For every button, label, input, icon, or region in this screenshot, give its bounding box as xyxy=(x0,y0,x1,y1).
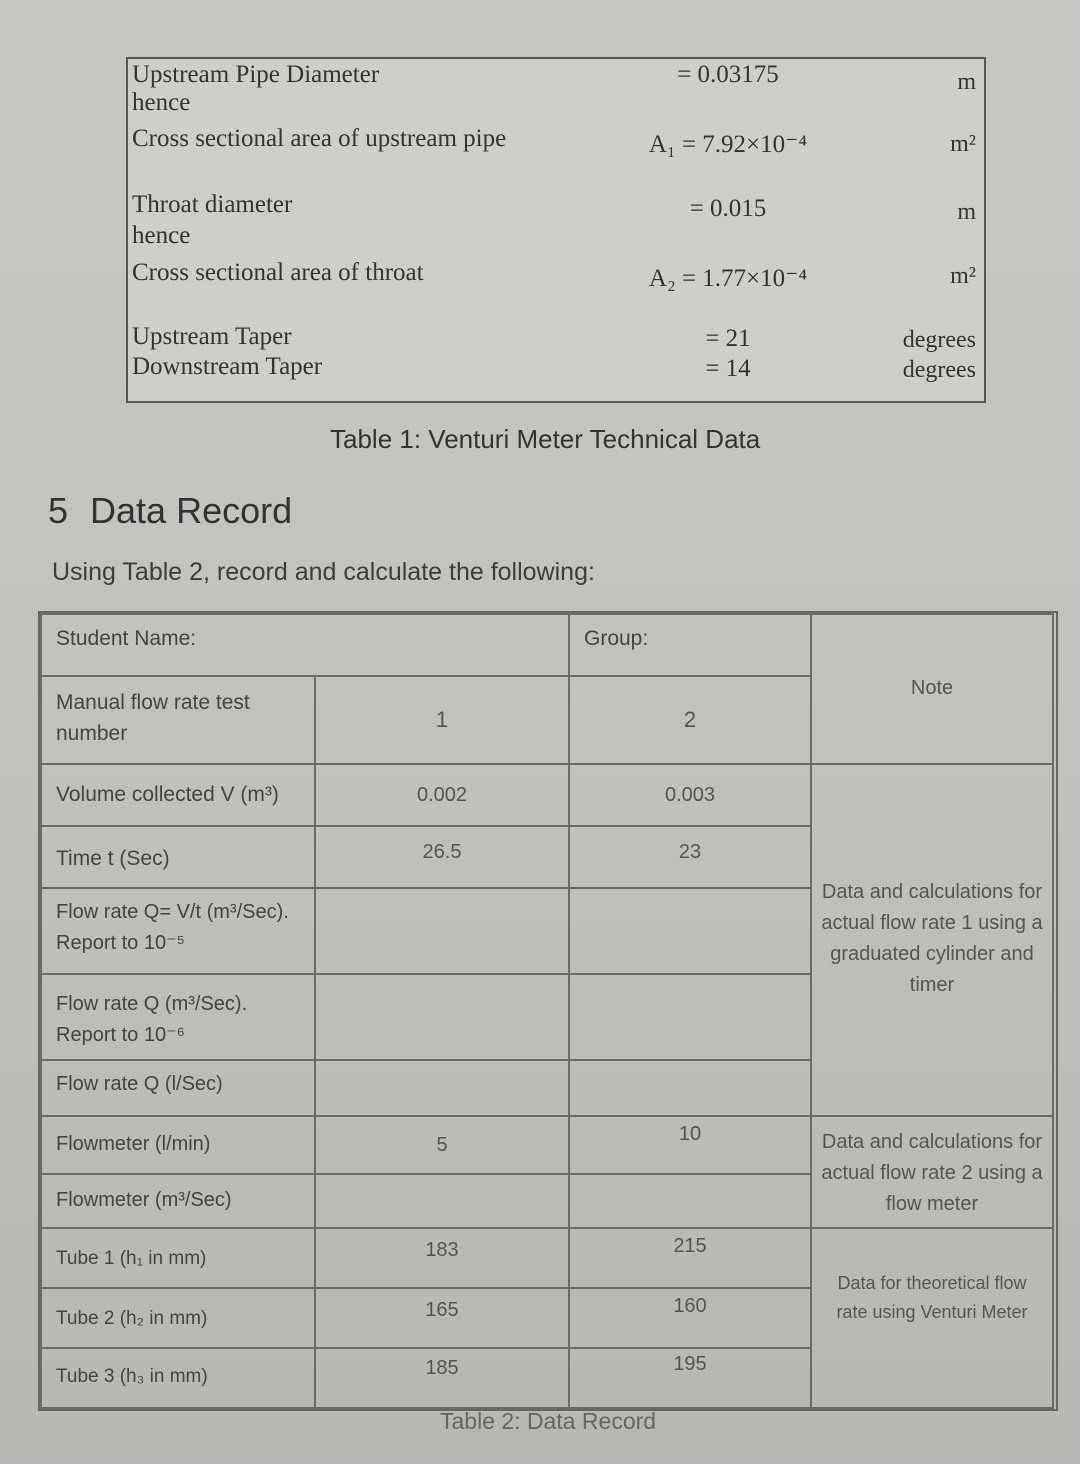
t1-label-hence-2: hence xyxy=(132,222,191,249)
row-tube-3-v1: 185 xyxy=(314,1347,570,1409)
row-flow-rate-ls-v1 xyxy=(314,1059,570,1117)
t1-label-downstream-taper: Downstream Taper xyxy=(132,353,323,380)
row-flow-rate-e5-v1 xyxy=(314,887,570,975)
note-cell-3 xyxy=(810,1227,1054,1409)
row-flowmeter-lmin-v2: 10 xyxy=(568,1115,812,1175)
note-cell-1 xyxy=(810,763,1054,1117)
row-flowmeter-m3s-v1 xyxy=(314,1173,570,1229)
row-label-flow-rate-e5: Flow rate Q= V/t (m³/Sec). Report to 10⁻⁵ xyxy=(40,887,316,975)
t1-unit-throat-area: m² xyxy=(950,263,976,289)
note-cell-2 xyxy=(810,1115,1054,1229)
row-tube-2-v1: 165 xyxy=(314,1287,570,1349)
table1-caption: Table 1: Venturi Meter Technical Data xyxy=(330,424,761,454)
row-label-tube-2: Tube 2 (h₂ in mm) xyxy=(40,1287,316,1349)
row-flowmeter-m3s-v2 xyxy=(568,1173,812,1229)
t1-unit-downstream-taper: degrees xyxy=(902,357,976,383)
row-label-flowmeter-m3s: Flowmeter (m³/Sec) xyxy=(40,1173,316,1229)
section-title: Data Record xyxy=(90,490,293,531)
section-number: 5 xyxy=(48,490,69,531)
group-label: Group: xyxy=(584,627,649,650)
t1-label-upstream-area: Cross sectional area of upstream pipe xyxy=(132,125,507,152)
t1-value-downstream-taper: = 14 xyxy=(705,355,751,382)
row-label-flow-rate-e6: Flow rate Q (m³/Sec). Report to 10⁻⁶ xyxy=(40,973,316,1061)
note-text-1: Data and calculations for actual flow rate 1 using a graduated cylinder and timer xyxy=(821,881,1043,996)
row-label-flow-rate-ls: Flow rate Q (l/Sec) xyxy=(40,1059,316,1117)
t1-unit-upstream-area: m² xyxy=(950,131,976,157)
t1-label-hence-1: hence xyxy=(132,89,191,116)
row-tube-2-v2: 160 xyxy=(568,1287,812,1349)
t1-label-throat-area: Cross sectional area of throat xyxy=(132,259,424,286)
row-label-time: Time t (Sec) xyxy=(40,825,316,889)
row-time-v1: 26.5 xyxy=(314,825,570,889)
group-cell xyxy=(568,613,812,677)
instruction-text: Using Table 2, record and calculate the following: xyxy=(52,558,595,586)
row-test-number-v2: 2 xyxy=(568,675,812,765)
student-name-label: Student Name: xyxy=(56,627,197,650)
row-tube-1-v2: 215 xyxy=(568,1227,812,1289)
row-time-v2: 23 xyxy=(568,825,812,889)
t1-label-throat-diameter: Throat diameter xyxy=(132,191,293,218)
student-name-cell xyxy=(40,613,570,677)
note-header: Note xyxy=(910,677,954,699)
t1-value-upstream-diameter: = 0.03175 xyxy=(677,61,779,88)
venturi-technical-data-table xyxy=(126,57,986,403)
row-tube-1-v1: 183 xyxy=(314,1227,570,1289)
t1-unit-upstream-diameter: m xyxy=(957,69,976,95)
row-flow-rate-e6-v1 xyxy=(314,973,570,1061)
row-label-volume: Volume collected V (m³) xyxy=(40,763,316,827)
row-label-tube-1: Tube 1 (h₁ in mm) xyxy=(40,1227,316,1289)
t1-unit-throat-diameter: m xyxy=(957,199,976,225)
t1-value-throat-diameter: = 0.015 xyxy=(689,195,767,222)
row-label-test-number: Manual flow rate test number xyxy=(40,675,316,765)
row-tube-3-v2: 195 xyxy=(568,1347,812,1409)
t1-label-upstream-diameter: Upstream Pipe Diameter xyxy=(132,61,380,88)
row-flow-rate-e5-v2 xyxy=(568,887,812,975)
t1-value-upstream-taper: = 21 xyxy=(705,325,751,352)
row-label-flowmeter-lmin: Flowmeter (l/min) xyxy=(40,1115,316,1175)
note-text-3: Data for theoretical flow rate using Venturi Meter xyxy=(836,1273,1028,1322)
row-label-tube-3: Tube 3 (h₃ in mm) xyxy=(40,1347,316,1409)
row-volume-v2: 0.003 xyxy=(568,763,812,827)
t1-value-throat-area: A₂ = 1.77×10⁻⁴ xyxy=(648,265,808,292)
note-header-cell xyxy=(810,613,1054,765)
data-record-table xyxy=(38,611,1058,1411)
row-test-number-v1: 1 xyxy=(314,675,570,765)
row-volume-v1: 0.002 xyxy=(314,763,570,827)
row-flow-rate-ls-v2 xyxy=(568,1059,812,1117)
table2-caption: Table 2: Data Record xyxy=(440,1408,657,1434)
t1-value-upstream-area: A₁ = 7.92×10⁻⁴ xyxy=(648,131,808,158)
t1-unit-upstream-taper: degrees xyxy=(902,327,976,353)
t1-label-upstream-taper: Upstream Taper xyxy=(132,323,292,350)
row-flow-rate-e6-v2 xyxy=(568,973,812,1061)
note-text-2: Data and calculations for actual flow rate 2 using a flow meter xyxy=(821,1131,1043,1215)
row-flowmeter-lmin-v1: 5 xyxy=(314,1115,570,1175)
section-heading xyxy=(48,490,292,532)
